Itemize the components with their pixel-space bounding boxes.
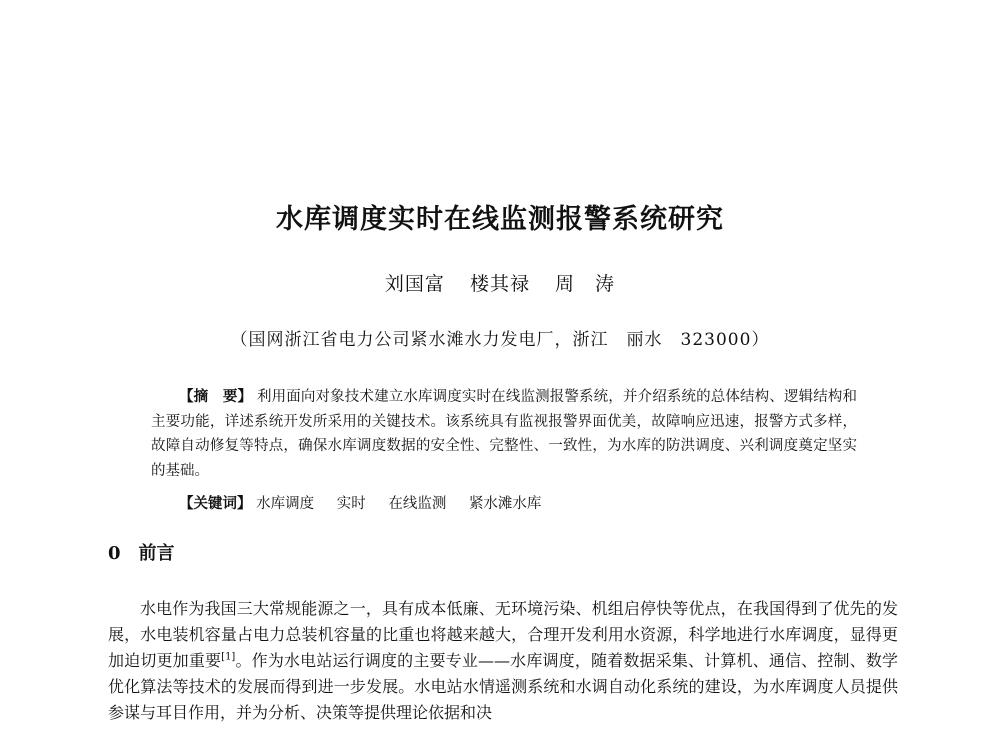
body-text-part: 。作为水电站运行调度的主要专业——水库调度，随着数据采集、计算机、通信、控制、数学优化算法等技术的发展而得到进一步发展。水电站水情遥测系统和水调自动化系统的建设，为水库调度人员提供参谋与耳目作用，并为分析、决策等提供理论依据和决 <box>108 651 898 722</box>
keyword: 水库调度 <box>256 496 315 512</box>
author-name: 楼其禄 <box>469 273 530 295</box>
abstract <box>151 385 857 483</box>
author-name: 周 涛 <box>555 273 616 295</box>
citation-marker: [1] <box>221 651 236 663</box>
body-text-part: 水电作为我国三大常规能源之一，具有成本低廉、无环境污染、机组启停快等优点，在我国得到了优先的发展，水电装机容量占电力总装机容量的比重也将越来越大，合理开发利用水资源，科学地进行水库调度，显得更加迫切更加重要 <box>108 599 898 670</box>
keywords <box>179 492 559 516</box>
keywords-label: 【关键词】 <box>179 496 252 512</box>
body-paragraph <box>108 596 898 726</box>
keyword: 紧水滩水库 <box>468 496 542 512</box>
keyword: 在线监测 <box>388 496 447 512</box>
author-list <box>0 270 1000 298</box>
section-title: 前言 <box>138 543 175 564</box>
abstract-text: 利用面向对象技术建立水库调度实时在线监测报警系统，并介绍系统的总体结构、逻辑结构和主要功能，详述系统开发所采用的关键技术。该系统具有监视报警界面优美，故障响应迅速，报警方式多样，故障自动修复等特点，确保水库调度数据的安全性、完整性、一致性，为水库的防洪调度、兴利调度奠定坚实的基础。 <box>151 389 858 479</box>
author-affiliation: （国网浙江省电力公司紧水滩水力发电厂，浙江 丽水 323000） <box>230 330 770 350</box>
section-heading <box>108 540 175 568</box>
keyword: 实时 <box>336 496 366 512</box>
abstract-label: 【摘 要】 <box>179 389 253 405</box>
author-name: 刘国富 <box>384 273 445 295</box>
section-number: 0 <box>108 543 121 564</box>
paper-title: 水库调度实时在线监测报警系统研究 <box>276 204 724 235</box>
